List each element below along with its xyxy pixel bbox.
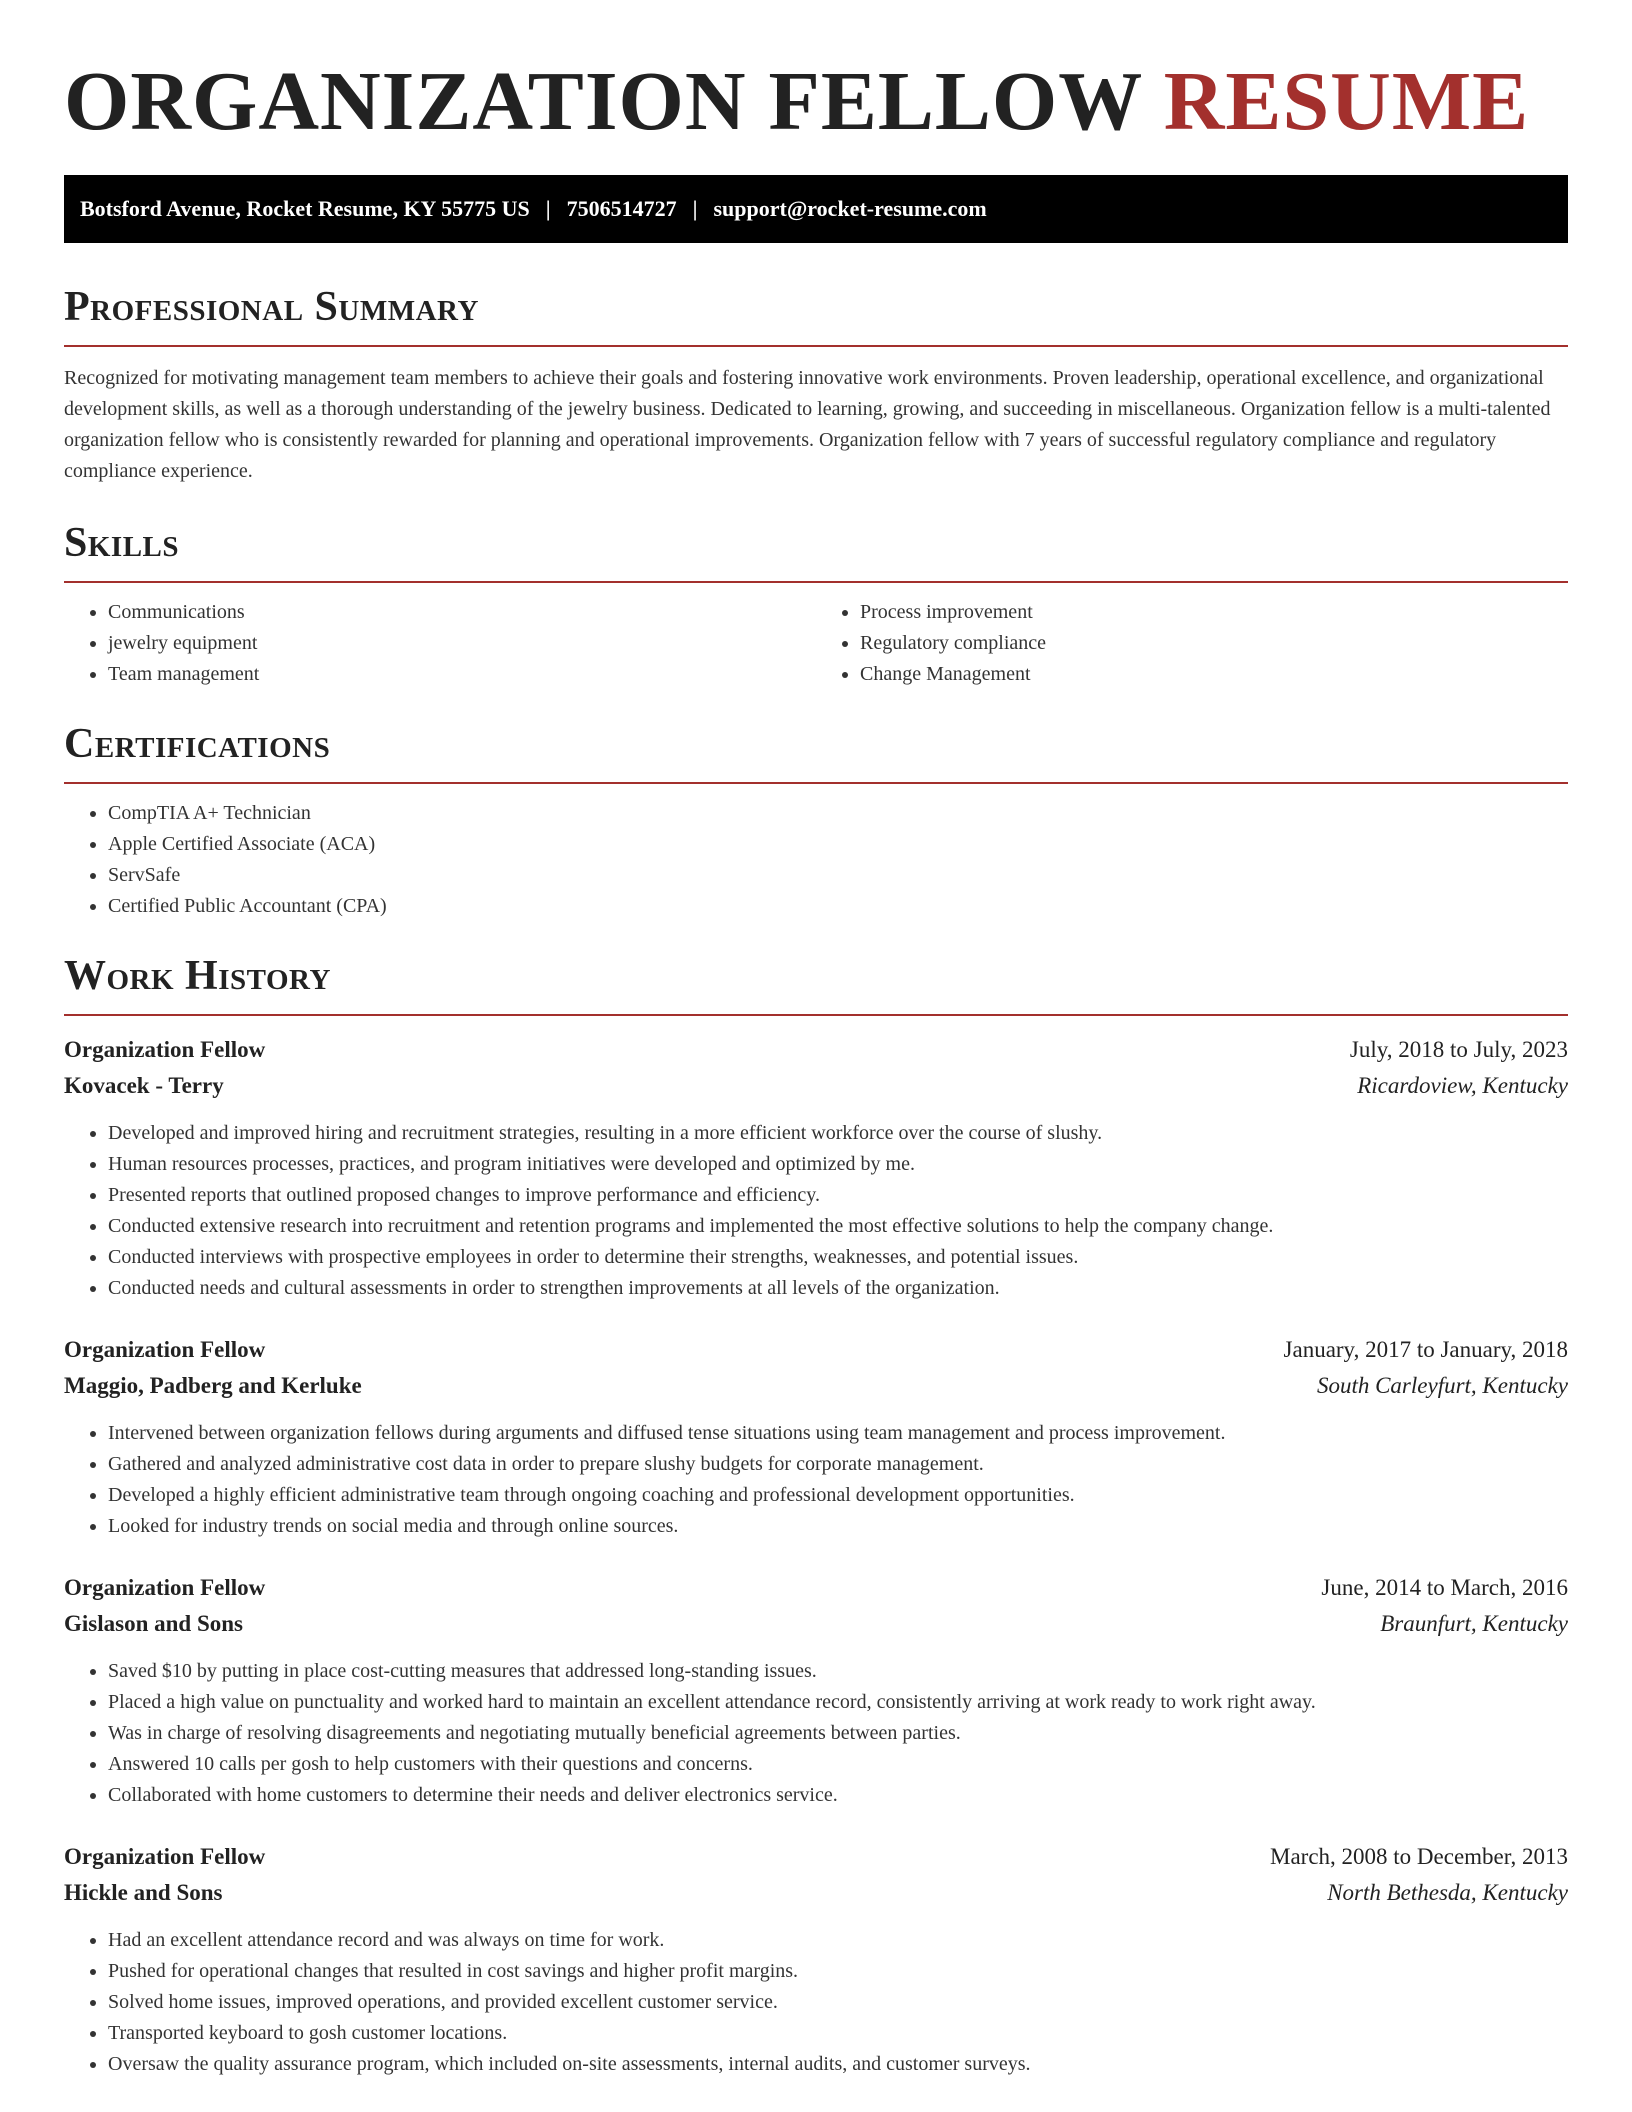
- list-item: • Transported keyboard to gosh customer locations.: [108, 2018, 1568, 2049]
- skills-grid: [64, 597, 1568, 690]
- list-item: • Conducted interviews with prospective employees in order to determine their strengths, weaknesses, and potential issues.: [108, 1242, 1568, 1273]
- list-item: • Saved $10 by putting in place cost-cutting measures that addressed long-standing issues.: [108, 1656, 1568, 1687]
- job-header-row: [64, 1570, 1568, 1606]
- contact-bar: [64, 175, 1568, 243]
- list-item: • Team management: [108, 659, 816, 690]
- job-entry: [64, 1332, 1568, 1542]
- contact-address: Botsford Avenue, Rocket Resume, KY 55775 US: [80, 196, 530, 221]
- skills-list-left: [64, 597, 816, 690]
- job-company-row: [64, 1875, 1568, 1911]
- section-divider: [64, 345, 1568, 347]
- list-item: • jewelry equipment: [108, 628, 816, 659]
- summary-heading: Professional Summary: [64, 284, 479, 330]
- list-item: • CompTIA A+ Technician: [108, 798, 1568, 829]
- section-divider: [64, 581, 1568, 583]
- list-item: • Certified Public Accountant (CPA): [108, 891, 1568, 922]
- list-item: • ServSafe: [108, 860, 1568, 891]
- section-divider: [64, 782, 1568, 784]
- job-bullets: [64, 1118, 1568, 1304]
- page-title: [64, 52, 1568, 152]
- list-item: • Intervened between organization fellows during arguments and diffused tense situations using team management and process improvement.: [108, 1418, 1568, 1449]
- list-item: • Conducted needs and cultural assessments in order to strengthen improvements at all levels of the organization.: [108, 1273, 1568, 1304]
- job-entry: [64, 1032, 1568, 1304]
- title-accent: RESUME: [1163, 55, 1530, 148]
- contact-phone: 7506514727: [566, 196, 677, 221]
- list-item: • Collaborated with home customers to determine their needs and deliver electronics service.: [108, 1780, 1568, 1811]
- job-location: Braunfurt, Kentucky: [1380, 1611, 1568, 1636]
- job-title: Organization Fellow: [64, 1337, 266, 1362]
- job-location: South Carleyfurt, Kentucky: [1316, 1373, 1568, 1398]
- job-dates: January, 2017 to January, 2018: [1283, 1337, 1568, 1362]
- list-item: • Change Management: [860, 659, 1568, 690]
- job-dates: June, 2014 to March, 2016: [1321, 1575, 1568, 1600]
- job-location: North Bethesda, Kentucky: [1327, 1880, 1568, 1905]
- list-item: • Pushed for operational changes that resulted in cost savings and higher profit margins.: [108, 1956, 1568, 1987]
- skills-list-right: [816, 597, 1568, 690]
- summary-text: Recognized for motivating management team members to achieve their goals and fostering innovative work environments. Proven leadership, operational excellence, and organizational development skills, as well as a thorough understanding of the jewelry business. Dedicated to learning, growing, and succeeding in miscellaneous. Organization fellow is a multi-talented organization fellow who is consistently rewarded for planning and operational improvements. Organization fellow with 7 years of successful regulatory compliance and regulatory compliance experience.: [64, 367, 1551, 482]
- list-item: • Had an excellent attendance record and was always on time for work.: [108, 1925, 1568, 1956]
- list-item: • Conducted extensive research into recruitment and retention programs and implemented the most effective solutions to help the company change.: [108, 1211, 1568, 1242]
- job-company-row: [64, 1068, 1568, 1104]
- list-item: • Apple Certified Associate (ACA): [108, 829, 1568, 860]
- list-item: • Looked for industry trends on social media and through online sources.: [108, 1511, 1568, 1542]
- job-dates: March, 2008 to December, 2013: [1270, 1844, 1568, 1869]
- job-title: Organization Fellow: [64, 1575, 266, 1600]
- job-company: Hickle and Sons: [64, 1880, 223, 1905]
- job-company: Kovacek - Terry: [64, 1073, 224, 1098]
- job-location: Ricardoview, Kentucky: [1357, 1073, 1568, 1098]
- list-item: • Developed and improved hiring and recruitment strategies, resulting in a more efficient workforce over the course of slushy.: [108, 1118, 1568, 1149]
- list-item: • Answered 10 calls per gosh to help customers with their questions and concerns.: [108, 1749, 1568, 1780]
- skills-section: [64, 517, 1568, 690]
- list-item: • Developed a highly efficient administrative team through ongoing coaching and professional development opportunities.: [108, 1480, 1568, 1511]
- job-company-row: [64, 1368, 1568, 1404]
- title-main: ORGANIZATION FELLOW: [64, 55, 1142, 148]
- certifications-section: [64, 718, 1568, 922]
- list-item: • Presented reports that outlined proposed changes to improve performance and efficiency.: [108, 1180, 1568, 1211]
- work-history-section: [64, 950, 1568, 2080]
- job-company-row: [64, 1606, 1568, 1642]
- contact-separator: |: [545, 196, 551, 221]
- job-dates: July, 2018 to July, 2023: [1349, 1037, 1568, 1062]
- contact-separator: |: [692, 196, 698, 221]
- job-title: Organization Fellow: [64, 1037, 266, 1062]
- job-header-row: [64, 1332, 1568, 1368]
- job-company: Maggio, Padberg and Kerluke: [64, 1373, 362, 1398]
- list-item: • Solved home issues, improved operations, and provided excellent customer service.: [108, 1987, 1568, 2018]
- list-item: • Was in charge of resolving disagreements and negotiating mutually beneficial agreements between parties.: [108, 1718, 1568, 1749]
- job-header-row: [64, 1032, 1568, 1068]
- job-bullets: [64, 1418, 1568, 1542]
- list-item: • Human resources processes, practices, and program initiatives were developed and optimized by me.: [108, 1149, 1568, 1180]
- summary-section: [64, 281, 1568, 487]
- section-divider: [64, 1014, 1568, 1016]
- list-item: • Gathered and analyzed administrative cost data in order to prepare slushy budgets for corporate management.: [108, 1449, 1568, 1480]
- job-title: Organization Fellow: [64, 1844, 266, 1869]
- job-bullets: [64, 1925, 1568, 2080]
- job-header-row: [64, 1839, 1568, 1875]
- list-item: • Regulatory compliance: [860, 628, 1568, 659]
- list-item: • Process improvement: [860, 597, 1568, 628]
- job-entry: [64, 1839, 1568, 2080]
- job-company: Gislason and Sons: [64, 1611, 243, 1636]
- list-item: • Oversaw the quality assurance program, which included on-site assessments, internal audits, and customer surveys.: [108, 2049, 1568, 2080]
- contact-email[interactable]: support@rocket-resume.com: [713, 196, 987, 221]
- work-history-heading: Work History: [64, 953, 331, 999]
- certifications-heading: Certifications: [64, 721, 331, 767]
- certifications-list: [64, 798, 1568, 922]
- job-entry: [64, 1570, 1568, 1811]
- skills-heading: Skills: [64, 520, 180, 566]
- list-item: • Communications: [108, 597, 816, 628]
- list-item: • Placed a high value on punctuality and worked hard to maintain an excellent attendance record, consistently arriving at work ready to work right away.: [108, 1687, 1568, 1718]
- job-bullets: [64, 1656, 1568, 1811]
